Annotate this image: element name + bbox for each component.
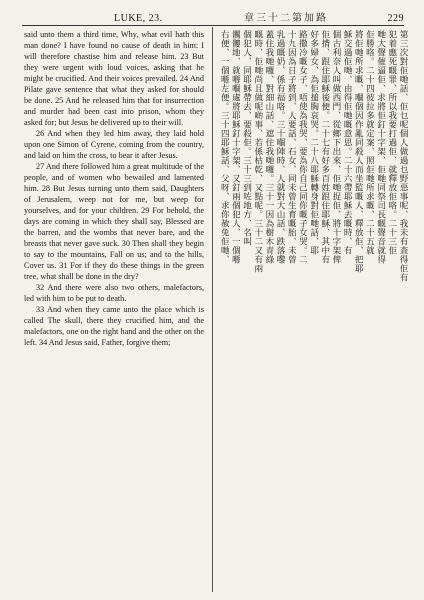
chinese-line: 髑髏地、就喺嗰處將耶穌釘十字架、又釘兩個犯人、一個喺	[230, 30, 241, 264]
page-number: 229	[387, 13, 404, 24]
book-chapter-heading: LUKE, 23.	[114, 13, 163, 24]
chinese-line: 個古利奈人叫做西門、從鄉下出來、佢哋捉佢、將十字架俾	[331, 30, 341, 264]
chinese-line: 嘅時、佢哋尚且做呢啲事、若係枯乾、又點呢。三十二又有兩	[252, 30, 263, 273]
english-paragraph: said unto them a third time, Why, what evil hath this man done? I have found no cause of death in him: I will therefore chastise him and release him. 23 But they were urgent with loud voices, asking that he might be crucified. And their voices prevailed. 24 And Pilate gave sentence that what they asked for should be done. 25 And he released him that for insurrection and murder had been cast into prison, whom they asked for; but Jesus he delivered up to their will.	[24, 30, 204, 128]
english-paragraph: 27 And there followed him a great multitude of the people, and of women who bewailed and lamented him. 28 But Jesus turning unto them said, Daughters of Jerusalem, weep not for me, but weep for yourselves, and for your children. 29 For behold, the days are coming in which they shall say, Blessed are the barren, and the wombs that never bare, and the breasts that never gave suck. 30 Then shall they begin to say to the mountains, Fall on us; and to the hills, Cover us. 31 For if they do these things in the green tree, what shall be done in the dry?	[24, 162, 204, 282]
chinese-text-column	[218, 30, 408, 590]
chinese-line: 第三次對佢哋話、佢乜呢個人做過乜野惡事呢、我未有查得佢有	[398, 30, 408, 282]
column-divider	[212, 27, 213, 592]
english-paragraph: 26 And when they led him away, they laid hold upon one Simon of Cyrene, coming from the country, and laid on him the cross, to bear it after Jesus.	[24, 129, 204, 161]
chinese-line: 右便、一個喺左便。三十四耶穌話、父呀、求你赦免佢哋、	[219, 30, 230, 264]
chinese-chapter-heading: 章三十二第加路	[244, 13, 328, 24]
chinese-line: 佢勝咯。二十四彼拉多就定案、照佢哋所求嘅、二十五就	[364, 30, 375, 255]
chinese-line: 蓋住我哋囉、對細山話、遮住我哋囉。三十一因為樹木青綠	[264, 30, 274, 264]
chinese-line: 好多婦女、為佢搥胸哀哭。二十八耶穌轉身對佢哋話、耶	[308, 30, 319, 255]
header-rule	[22, 25, 404, 26]
chinese-line: 穌交過佢哋、由得佢哋嘅意思。二十六帶耶穌去嘅時、有	[342, 30, 353, 255]
english-paragraph: 33 And when they came unto the place which is called The skull, there they crucified him, and the malefactors, one on the right hand and the other on the left. 34 And Jesus said, Father, forgive them;	[24, 305, 204, 348]
chinese-line: 乳過嘅奶、係有福咯。三十嗰陣時、人就對大山話、跌落嚟	[275, 30, 286, 264]
chinese-line: 個犯人、同耶穌帶去、要殺佢。三十三到咗地方、名叫	[241, 30, 252, 246]
page-header	[22, 8, 404, 24]
chinese-line: 哋大聲催逼佢、求將佢釘十字架、佢哋同祭司長嘅聲音就得	[375, 30, 386, 264]
chinese-line: 佢揹、跟住耶穌後便。二十七有好多百姓跟住耶穌、其中有	[320, 30, 330, 264]
chinese-line: 犯着應死嘅罪、所以我要打過佢、就釋放佢咯。二十三佢	[387, 30, 397, 255]
chinese-line: 路撒冷嘅女子、唔使為我哭、要為你自己同你嘅子女哭。二	[297, 30, 308, 264]
chinese-line: 將佢哋所求嘅、嗰個因作亂同殺人而坐監嘅人、釋放佢、把耶	[353, 30, 364, 273]
english-paragraph: 32 And there were also two others, malefactors, led with him to be put to death.	[24, 283, 204, 304]
english-text-column	[24, 29, 204, 591]
chinese-line: 十九因為日子將到、人要話、石女、同未曾生育嘅胎、未曾	[286, 30, 297, 264]
